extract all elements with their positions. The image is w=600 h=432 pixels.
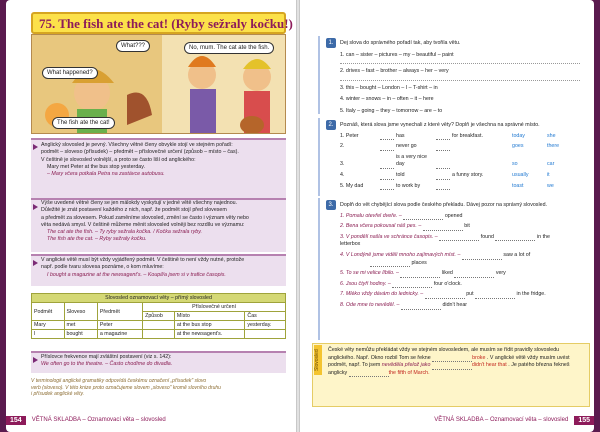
example-cz: – Mary včera potkala Petra na zastávce autobusu. [47, 171, 165, 178]
task-item: 5. My dad [340, 182, 364, 189]
table-cell: met [64, 321, 97, 330]
example-line: We often go to the theatre. – Často chodíme do divadla. [41, 361, 173, 368]
word-option: goes [512, 143, 524, 150]
right-footer [434, 414, 594, 426]
task-item: never go [396, 143, 417, 150]
task-text: nevěděla přelož jako [381, 362, 431, 369]
task-text: . V anglické větě vždy musím uvést podmět, např. To jsem [328, 354, 570, 369]
task-text: pravidly slovosledu anglického. Např. Okno rozbil Tom se řekne [328, 347, 560, 361]
left-page [6, 0, 296, 432]
table-header: Čas [245, 312, 286, 321]
unit-title: 75. The fish ate the cat! (Ryby sežraly kočku!) [31, 12, 286, 34]
page-number: 154 [6, 416, 26, 425]
word-option: she [547, 132, 556, 139]
task-item: didn't hear [442, 301, 468, 308]
table-row [32, 330, 286, 339]
task-answer: the fifth of March. [388, 369, 430, 376]
task-instruction: Poznáš, která slova jsme vynechali z které věty? Doplň je všechna na správné místo. [340, 122, 540, 128]
word-option: so [512, 161, 518, 168]
table-cell: at the bus stop [174, 321, 245, 330]
task-number: 3. [326, 200, 336, 210]
rule-text-1 [31, 142, 286, 178]
task-item: 1. can – sister – pictures – my – beautiful – paint [340, 51, 454, 58]
example-line: The fish ate the cat. – Ryby sežraly kočku. [47, 236, 147, 243]
task-3 [340, 202, 590, 310]
task-text: . Je patého března řekneš anglicky [328, 362, 570, 376]
task-number: 1. [326, 38, 336, 48]
table-caption: Slovosled oznamovací věty – přímý slovosled [32, 294, 286, 303]
task-item: letterbox [340, 241, 361, 248]
rule-line: Příslovce frekvence mají zvláštní postavení (viz s. 142): [41, 354, 172, 360]
task-item: told [396, 171, 405, 178]
task-item: 7. Mléko vždy dávám do lednicky. – [340, 291, 424, 298]
note-line: i přísudek anglické věty. [31, 391, 84, 397]
rule-line: a předmět za slovesem. Pokud zaměníme slovosled, změní se často i význam věty nebo [41, 214, 249, 221]
task-4 [328, 347, 586, 377]
table-cell: yesterday. [245, 321, 286, 330]
task-answer: didn't hear that [471, 362, 507, 369]
task-item: 5. Italy – going – they – tomorrow – are – to [340, 107, 443, 114]
task-answer: broke [472, 354, 486, 361]
task-item: 1. Pomalu otevřel dveře. – [340, 212, 402, 219]
table-header: Podmět [32, 303, 65, 321]
task-item: has [396, 132, 405, 139]
table-header: Předmět [97, 303, 142, 321]
table-header: Způsob [143, 312, 175, 321]
table-cell: at the newsagent's. [174, 330, 245, 339]
task-item: bit [464, 223, 470, 230]
task-4-tag: Slovosled [314, 345, 322, 375]
task-text: České věty nemůžu překládat vždy ve stejném slovosledem, ale musím se řídit [328, 347, 513, 353]
rule-line: V češtině je slovosled volnější, a proto se často liší od anglického: [41, 156, 196, 163]
task-item: put [466, 291, 474, 298]
task-item: to work by [396, 182, 421, 189]
task-item: four o'clock. [433, 280, 462, 287]
task-item: very [495, 270, 506, 277]
task-1 [340, 40, 590, 116]
table-header: Příslovečné určení [143, 303, 286, 312]
task-2-row [340, 172, 590, 180]
task-item: opened [444, 212, 463, 219]
speech-bubble-no-mum: No, mum. The cat ate the fish. [184, 42, 274, 54]
task-item: 3. [340, 161, 345, 168]
task-item: 4. V Londýně jsme viděli mnoho zajímavých míst. – [340, 251, 461, 258]
task-2-row [340, 133, 590, 141]
example-line: The cat ate the fish. – Ty ryby sežrala kočka. / Kočka sežrala ryby. [47, 229, 202, 236]
word-option: today [512, 132, 525, 139]
task-item: 4. [340, 171, 345, 178]
rule-line: Důležité je znát postavení každého z nich, např. že podmět stojí před slovesem [41, 207, 227, 214]
task-item: 3. V pondělí našla ve schránce časopis. – [340, 233, 438, 240]
table-cell [143, 330, 175, 339]
word-option: it [547, 171, 550, 178]
speech-bubble-fish-ate-cat: The fish ate the cat! [52, 117, 115, 129]
table-row [32, 321, 286, 330]
footer-text: VĚTNÁ SKLADBA – Oznamovací věta – slovosled [434, 417, 569, 423]
table-header: Místo [174, 312, 245, 321]
comic-panel-2 [162, 35, 286, 134]
rule-text-2 [31, 200, 286, 244]
example-line: I bought a magazine at the newsagent's. – Koupil/a jsem si v trafice časopis. [47, 271, 226, 278]
task-item: saw a lot of [503, 251, 531, 258]
task-instruction: Doplň do vět chybějící slova podle českého překladu. Dávej pozor na správný slovosled. [340, 202, 547, 208]
task-item: 2. Bena včera pokousal náš pes. – [340, 223, 422, 230]
task-item: 8. Ode mne to nevěděl. – [340, 301, 400, 308]
table-cell: I [32, 330, 65, 339]
task-item: 1. Peter [340, 132, 359, 139]
table-cell: a magazine [97, 330, 142, 339]
rule-line: Anglický slovosled je pevný. Všechny větné členy obvykle stojí ve stejném pořadí: [41, 142, 233, 148]
example-en: Mary met Peter at the bus stop yesterday. [47, 163, 145, 170]
task-item: 4. winter – snows – in – often – it – here [340, 96, 434, 103]
page-number: 155 [574, 416, 594, 425]
table-cell: Mary [32, 321, 65, 330]
note-line: V terminologii anglické gramatiky odpovídá českému označení „přísudek" slovo [31, 378, 207, 384]
word-option: we [547, 182, 554, 189]
task-2 [340, 122, 590, 190]
table-header: Sloveso [64, 303, 97, 321]
comic-illustration [31, 34, 286, 134]
task-item: 6. Jsou čtyři hodiny. – [340, 280, 391, 287]
note-line: verb (sloveso). V této knize proto označujeme slovem „sloveso" kromě slovního druhu [31, 384, 221, 391]
table-cell: bought [64, 330, 97, 339]
rule-line: např. podle tvaru slovesa poznáme, o kom mluvíme: [41, 264, 164, 271]
task-item: liked [441, 270, 453, 277]
word-option: car [547, 161, 555, 168]
word-option: there [547, 143, 560, 150]
rule-line: podmět – sloveso (přísudek) – předmět – příslovečné určení (způsob – místo – čas). [41, 149, 239, 156]
footer-text: VĚTNÁ SKLADBA – Oznamovací věta – slovosled [31, 417, 166, 423]
rule-line: Výše uvedené větné členy se jen málokdy vyskytují v jedné větě všechny najednou. [41, 200, 238, 206]
rule-line: V anglické větě musí být vždy vyjádřený podmět. V češtině to není vždy nutné, protože [41, 257, 245, 263]
terminology-note [31, 378, 286, 398]
task-item: 2. [340, 143, 345, 150]
task-2-row [340, 143, 590, 151]
task-item: found [480, 233, 494, 240]
table-cell: Peter [97, 321, 142, 330]
task-item: in the fridge. [516, 291, 546, 298]
task-number: 2. [326, 120, 336, 130]
left-footer [6, 414, 166, 426]
table-cell [143, 321, 175, 330]
speech-bubble-what: What??? [116, 40, 150, 52]
task-item: 2. drives – fast – brother – always – her – very [340, 68, 449, 75]
speech-bubble-happened: What happened? [42, 67, 98, 79]
task-item: 5. To se mi velice líbilo. – [340, 270, 399, 277]
word-option: usually [512, 171, 529, 178]
task-2-row [340, 154, 590, 169]
rule-text-4 [31, 354, 286, 369]
task-item: a funny story. [452, 171, 484, 178]
rule-line: věta nedává smysl. V češtině můžeme měnit slovosled volněji bez rozdílu ve významu: [41, 221, 245, 228]
comic-panel-1 [32, 35, 162, 134]
right-page [300, 0, 594, 432]
task-item: in the [536, 233, 550, 240]
word-option: toast [512, 182, 524, 189]
rule-text-3 [31, 257, 286, 279]
table-cell [245, 330, 286, 339]
word-order-table [31, 293, 286, 339]
task-item: places [411, 259, 427, 266]
task-2-row [340, 183, 590, 191]
task-instruction: Dej slova do správného pořadí tak, aby tvořila větu. [340, 40, 461, 46]
task-item: for breakfast. [452, 132, 483, 139]
task-item: 3. this – bought – London – I – T-shirt – in [340, 84, 438, 91]
task-item: is a very nice day [396, 153, 427, 168]
